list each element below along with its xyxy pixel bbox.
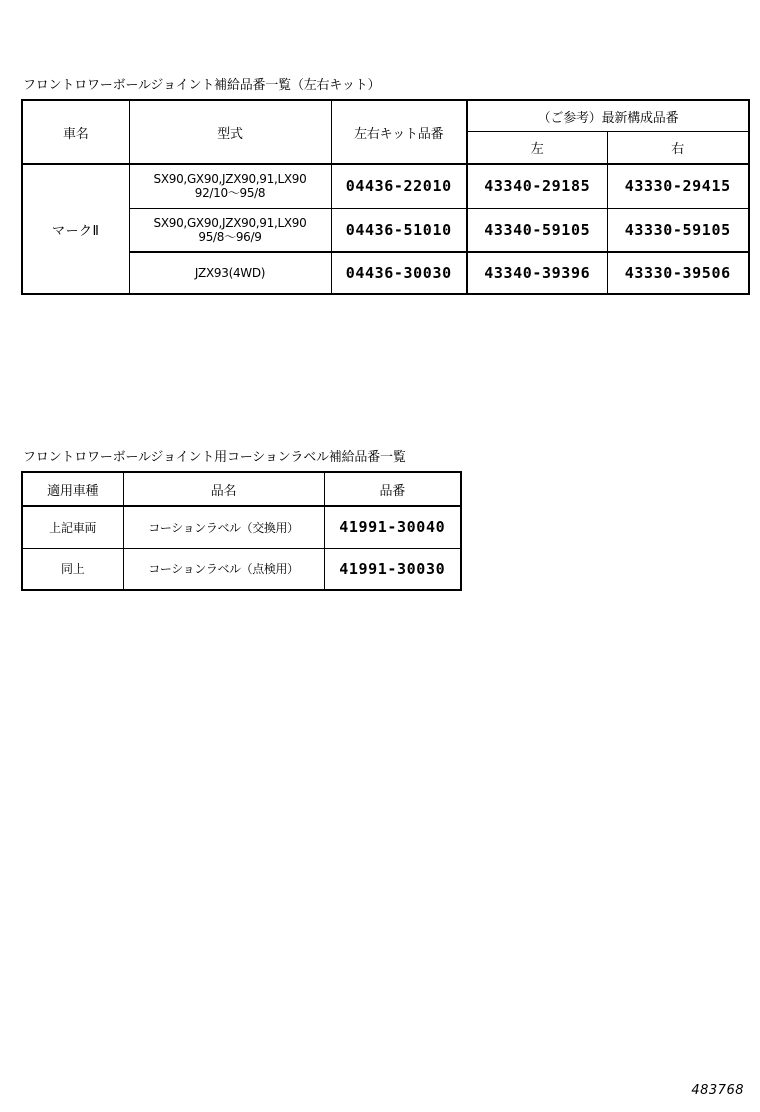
- table-row: [22, 506, 461, 548]
- cell-applicable-vehicle: 同上: [22, 548, 123, 590]
- cell-part-no: 41991-30040: [324, 506, 461, 548]
- document-footer-number: 483768: [691, 1083, 744, 1098]
- cell-vehicle-name: マークⅡ: [22, 164, 129, 294]
- cell-kit-part-no: 04436-51010: [331, 208, 467, 252]
- table-row: [22, 252, 749, 294]
- parts-table: [21, 99, 750, 295]
- header-part-name: 品名: [123, 472, 324, 506]
- caution-label-table: [21, 471, 462, 591]
- cell-model-line1: SX90,GX90,JZX90,91,LX90: [153, 172, 307, 187]
- table-row: [22, 548, 461, 590]
- cell-right-part-no: 43330-39506: [607, 252, 749, 294]
- cell-part-no: 41991-30030: [324, 548, 461, 590]
- cell-left-part-no: 43340-29185: [467, 164, 607, 208]
- cell-left-part-no: 43340-39396: [467, 252, 607, 294]
- caution-label-table-title: フロントロワーボールジョイント用コーションラベル補給品番一覧: [23, 450, 406, 465]
- parts-table-title: フロントロワーボールジョイント補給品番一覧（左右キット）: [23, 78, 381, 93]
- header-reference-group: （ご参考）最新構成品番: [467, 100, 749, 132]
- cell-left-part-no: 43340-59105: [467, 208, 607, 252]
- cell-model-line2: 92/10〜95/8: [194, 186, 266, 201]
- cell-right-part-no: 43330-29415: [607, 164, 749, 208]
- header-left: 左: [467, 132, 607, 165]
- table-row: [22, 164, 749, 208]
- cell-model: [129, 252, 331, 294]
- header-part-no: 品番: [324, 472, 461, 506]
- header-applicable-vehicle: 適用車種: [22, 472, 123, 506]
- cell-model: [129, 164, 331, 208]
- caution-label-table-section: [21, 450, 462, 591]
- header-model: 型式: [129, 100, 331, 164]
- cell-model: [129, 208, 331, 252]
- header-vehicle: 車名: [22, 100, 129, 164]
- cell-part-name: コーションラベル（交換用）: [123, 506, 324, 548]
- table-row: [22, 208, 749, 252]
- cell-part-name: コーションラベル（点検用）: [123, 548, 324, 590]
- cell-model-line2: 95/8〜96/9: [198, 229, 262, 244]
- table-header-row: [22, 100, 749, 132]
- table-header-row: [22, 472, 461, 506]
- cell-kit-part-no: 04436-22010: [331, 164, 467, 208]
- header-right: 右: [607, 132, 749, 165]
- header-kit-part-no: 左右キット品番: [331, 100, 467, 164]
- cell-right-part-no: 43330-59105: [607, 208, 749, 252]
- cell-model-line1: SX90,GX90,JZX90,91,LX90: [153, 215, 307, 230]
- cell-applicable-vehicle: 上記車両: [22, 506, 123, 548]
- parts-table-section: [21, 78, 750, 295]
- cell-kit-part-no: 04436-30030: [331, 252, 467, 294]
- cell-model-line1: JZX93(4WD): [194, 266, 266, 280]
